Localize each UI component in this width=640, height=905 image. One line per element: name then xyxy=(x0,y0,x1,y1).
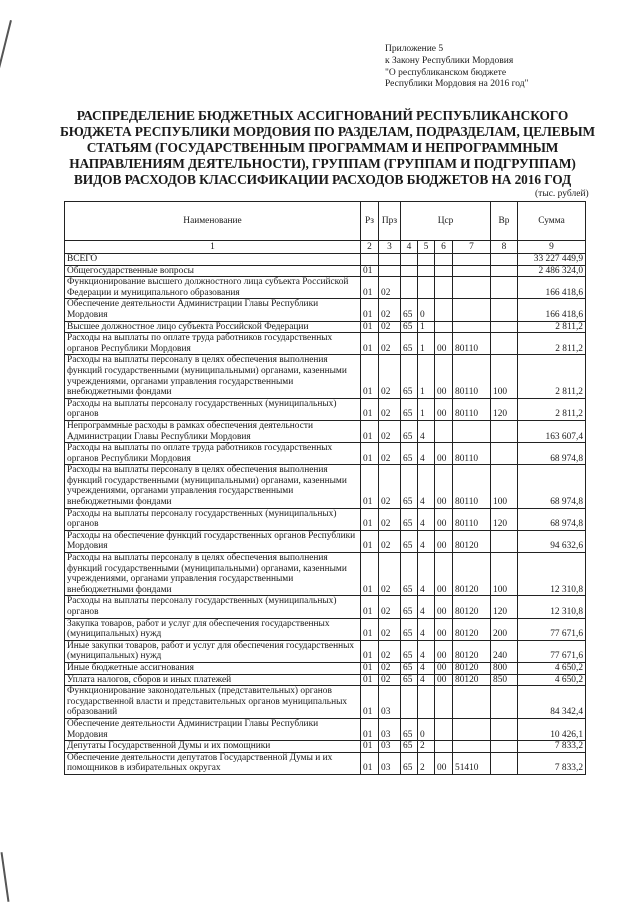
row-csr-program: 65 xyxy=(401,640,418,662)
column-number: 9 xyxy=(518,241,586,254)
row-csr-program xyxy=(401,686,418,719)
header-prz: Прз xyxy=(379,202,401,241)
row-csr-subprogram: 0 xyxy=(418,718,435,740)
row-vr: 850 xyxy=(491,674,518,686)
row-vr: 100 xyxy=(491,553,518,596)
row-name: Уплата налогов, сборов и иных платежей xyxy=(65,674,361,686)
column-number: 3 xyxy=(379,241,401,254)
row-rz: 01 xyxy=(361,508,379,530)
row-rz: 01 xyxy=(361,465,379,508)
row-csr-main xyxy=(435,741,453,753)
row-rz: 01 xyxy=(361,530,379,552)
row-sum: 77 671,6 xyxy=(518,640,586,662)
row-csr-direction: 80110 xyxy=(453,443,491,465)
table-row xyxy=(65,718,586,740)
row-csr-program: 65 xyxy=(401,299,418,321)
row-prz: 02 xyxy=(379,321,401,333)
table-row xyxy=(65,530,586,552)
row-prz: 02 xyxy=(379,640,401,662)
row-csr-main: 00 xyxy=(435,530,453,552)
row-vr xyxy=(491,299,518,321)
row-csr-program: 65 xyxy=(401,333,418,355)
row-csr-subprogram: 4 xyxy=(418,420,435,442)
column-number-row xyxy=(65,241,586,254)
row-vr xyxy=(491,420,518,442)
row-sum: 7 833,2 xyxy=(518,741,586,753)
row-csr-program: 65 xyxy=(401,443,418,465)
row-vr: 120 xyxy=(491,508,518,530)
row-csr-subprogram: 4 xyxy=(418,640,435,662)
row-vr: 100 xyxy=(491,355,518,398)
row-name: Функционирование высшего должностного лица субъекта Российской Федерации и муниципального образования xyxy=(65,277,361,299)
row-vr: 100 xyxy=(491,465,518,508)
row-csr-program: 65 xyxy=(401,718,418,740)
row-sum: 166 418,6 xyxy=(518,277,586,299)
row-rz: 01 xyxy=(361,299,379,321)
row-csr-direction xyxy=(453,321,491,333)
row-csr-program: 65 xyxy=(401,618,418,640)
scan-edge-mark xyxy=(1,852,10,902)
row-csr-direction: 80120 xyxy=(453,553,491,596)
budget-table xyxy=(64,201,586,775)
row-prz: 02 xyxy=(379,465,401,508)
row-csr-program: 65 xyxy=(401,752,418,774)
row-sum: 33 227 449,9 xyxy=(518,254,586,266)
appendix-note xyxy=(385,44,585,91)
table-row xyxy=(65,596,586,618)
row-prz: 02 xyxy=(379,530,401,552)
row-prz: 02 xyxy=(379,355,401,398)
row-csr-main: 00 xyxy=(435,674,453,686)
row-csr-direction: 80110 xyxy=(453,398,491,420)
row-vr xyxy=(491,686,518,719)
row-csr-main: 00 xyxy=(435,398,453,420)
row-name: Функционирование законодательных (представительных) органов государственной власти и представительных органов муниципальных образований xyxy=(65,686,361,719)
row-csr-direction xyxy=(453,254,491,266)
table-row xyxy=(65,465,586,508)
row-sum: 77 671,6 xyxy=(518,618,586,640)
row-sum: 10 426,1 xyxy=(518,718,586,740)
row-csr-program: 65 xyxy=(401,420,418,442)
row-csr-direction: 80110 xyxy=(453,508,491,530)
table-row xyxy=(65,553,586,596)
units-note: (тыс. рублей) xyxy=(535,189,589,199)
row-csr-program: 65 xyxy=(401,662,418,674)
row-csr-subprogram: 4 xyxy=(418,465,435,508)
row-name: Расходы на выплаты персоналу государственных (муниципальных) органов xyxy=(65,508,361,530)
row-csr-program: 65 xyxy=(401,321,418,333)
row-rz: 01 xyxy=(361,662,379,674)
table-row xyxy=(65,299,586,321)
appendix-line: к Закону Республики Мордовия xyxy=(385,55,514,66)
row-csr-main xyxy=(435,686,453,719)
row-rz: 01 xyxy=(361,553,379,596)
row-csr-subprogram: 2 xyxy=(418,752,435,774)
row-csr-subprogram: 4 xyxy=(418,662,435,674)
row-csr-subprogram: 4 xyxy=(418,553,435,596)
row-csr-program xyxy=(401,254,418,266)
row-prz: 02 xyxy=(379,333,401,355)
table-row xyxy=(65,333,586,355)
appendix-line: Приложение 5 xyxy=(385,44,444,54)
row-csr-main: 00 xyxy=(435,508,453,530)
row-csr-subprogram xyxy=(418,686,435,719)
row-rz xyxy=(361,254,379,266)
column-number: 6 xyxy=(435,241,453,254)
header-rz: Рз xyxy=(361,202,379,241)
row-name: Расходы на выплаты по оплате труда работников государственных органов Республики Мордовия xyxy=(65,333,361,355)
row-name: Расходы на обеспечение функций государственных органов Республики Мордовия xyxy=(65,530,361,552)
row-vr xyxy=(491,530,518,552)
row-name: Расходы на выплаты персоналу государственных (муниципальных) органов xyxy=(65,596,361,618)
row-csr-subprogram: 1 xyxy=(418,398,435,420)
row-csr-main xyxy=(435,265,453,277)
row-vr xyxy=(491,752,518,774)
row-prz: 02 xyxy=(379,398,401,420)
row-sum: 4 650,2 xyxy=(518,662,586,674)
row-rz: 01 xyxy=(361,596,379,618)
table-row xyxy=(65,398,586,420)
row-sum: 94 632,6 xyxy=(518,530,586,552)
row-csr-main: 00 xyxy=(435,465,453,508)
row-csr-direction: 80120 xyxy=(453,662,491,674)
row-prz: 02 xyxy=(379,299,401,321)
row-csr-main: 00 xyxy=(435,553,453,596)
row-rz: 01 xyxy=(361,640,379,662)
row-sum: 2 811,2 xyxy=(518,333,586,355)
row-vr xyxy=(491,254,518,266)
row-name: Непрограммные расходы в рамках обеспечения деятельности Администрации Главы Республики Мордовия xyxy=(65,420,361,442)
row-csr-direction xyxy=(453,718,491,740)
row-name: Расходы на выплаты персоналу в целях обеспечения выполнения функций государственными (муниципальными) органами, казенными учреждениями, органами управления государственными внебюджетными фондами xyxy=(65,465,361,508)
row-csr-direction xyxy=(453,420,491,442)
row-rz: 01 xyxy=(361,265,379,277)
row-prz: 02 xyxy=(379,420,401,442)
row-rz: 01 xyxy=(361,443,379,465)
row-csr-main xyxy=(435,321,453,333)
table-body xyxy=(65,241,586,775)
row-csr-direction: 80120 xyxy=(453,640,491,662)
row-csr-program xyxy=(401,277,418,299)
row-vr xyxy=(491,718,518,740)
row-csr-subprogram: 4 xyxy=(418,596,435,618)
row-vr xyxy=(491,321,518,333)
table-header-row xyxy=(65,202,586,241)
row-rz: 01 xyxy=(361,321,379,333)
row-rz: 01 xyxy=(361,718,379,740)
table-row xyxy=(65,265,586,277)
row-rz: 01 xyxy=(361,618,379,640)
row-csr-main: 00 xyxy=(435,443,453,465)
row-csr-direction: 80120 xyxy=(453,674,491,686)
row-prz: 02 xyxy=(379,662,401,674)
row-sum: 166 418,6 xyxy=(518,299,586,321)
row-csr-program: 65 xyxy=(401,596,418,618)
row-csr-main xyxy=(435,420,453,442)
row-csr-direction xyxy=(453,299,491,321)
row-sum: 2 811,2 xyxy=(518,355,586,398)
row-csr-direction: 80120 xyxy=(453,618,491,640)
row-csr-program: 65 xyxy=(401,398,418,420)
row-csr-subprogram: 1 xyxy=(418,333,435,355)
row-rz: 01 xyxy=(361,420,379,442)
table-row xyxy=(65,321,586,333)
row-csr-subprogram xyxy=(418,265,435,277)
row-csr-main: 00 xyxy=(435,752,453,774)
row-prz: 03 xyxy=(379,686,401,719)
title-line: БЮДЖЕТА РЕСПУБЛИКИ МОРДОВИЯ ПО РАЗДЕЛАМ, ПОДРАЗДЕЛАМ, ЦЕЛЕВЫМ xyxy=(60,123,596,139)
row-vr xyxy=(491,265,518,277)
row-prz: 02 xyxy=(379,553,401,596)
table-row xyxy=(65,662,586,674)
row-rz: 01 xyxy=(361,333,379,355)
row-name: Обеспечение деятельности Администрации Главы Республики Мордовия xyxy=(65,299,361,321)
row-csr-program: 65 xyxy=(401,674,418,686)
row-csr-direction xyxy=(453,686,491,719)
row-csr-subprogram: 1 xyxy=(418,321,435,333)
row-name: Высшее должностное лицо субъекта Российской Федерации xyxy=(65,321,361,333)
row-csr-direction: 80110 xyxy=(453,465,491,508)
column-number: 7 xyxy=(453,241,491,254)
row-csr-subprogram xyxy=(418,277,435,299)
title-line: НАПРАВЛЕНИЯМ ДЕЯТЕЛЬНОСТИ), ГРУППАМ (ГРУППАМ И ПОДГРУППАМ) xyxy=(69,155,576,171)
header-vr: Вр xyxy=(491,202,518,241)
scan-pen-mark xyxy=(0,20,12,69)
table-row xyxy=(65,508,586,530)
table-row xyxy=(65,355,586,398)
table-row xyxy=(65,618,586,640)
row-prz: 03 xyxy=(379,718,401,740)
row-prz: 02 xyxy=(379,277,401,299)
row-csr-main xyxy=(435,277,453,299)
table-row xyxy=(65,277,586,299)
row-vr: 120 xyxy=(491,596,518,618)
row-csr-subprogram: 4 xyxy=(418,443,435,465)
row-name: Общегосударственные вопросы xyxy=(65,265,361,277)
row-vr xyxy=(491,741,518,753)
row-vr xyxy=(491,333,518,355)
row-csr-program: 65 xyxy=(401,530,418,552)
row-sum: 163 607,4 xyxy=(518,420,586,442)
table-row xyxy=(65,443,586,465)
row-prz: 02 xyxy=(379,596,401,618)
column-number: 2 xyxy=(361,241,379,254)
row-csr-main: 00 xyxy=(435,640,453,662)
row-name: Обеспечение деятельности депутатов Государственной Думы и их помощников в избирательных округах xyxy=(65,752,361,774)
row-vr: 800 xyxy=(491,662,518,674)
row-sum: 68 974,8 xyxy=(518,443,586,465)
row-csr-program: 65 xyxy=(401,508,418,530)
row-sum: 68 974,8 xyxy=(518,508,586,530)
row-prz: 03 xyxy=(379,741,401,753)
row-vr: 120 xyxy=(491,398,518,420)
row-prz: 02 xyxy=(379,618,401,640)
row-sum: 7 833,2 xyxy=(518,752,586,774)
row-csr-direction: 80110 xyxy=(453,355,491,398)
row-csr-subprogram: 4 xyxy=(418,674,435,686)
row-csr-direction xyxy=(453,741,491,753)
row-sum: 12 310,8 xyxy=(518,596,586,618)
table-row xyxy=(65,254,586,266)
row-csr-program: 65 xyxy=(401,741,418,753)
row-csr-direction xyxy=(453,265,491,277)
row-vr xyxy=(491,277,518,299)
row-prz xyxy=(379,254,401,266)
column-number: 1 xyxy=(65,241,361,254)
row-csr-subprogram: 0 xyxy=(418,299,435,321)
column-number: 4 xyxy=(401,241,418,254)
row-sum: 68 974,8 xyxy=(518,465,586,508)
row-prz: 02 xyxy=(379,443,401,465)
row-vr: 200 xyxy=(491,618,518,640)
row-sum: 2 811,2 xyxy=(518,398,586,420)
row-csr-main xyxy=(435,718,453,740)
row-csr-subprogram: 1 xyxy=(418,355,435,398)
header-name: Наименование xyxy=(65,202,361,241)
table-row xyxy=(65,420,586,442)
row-name: Закупка товаров, работ и услуг для обеспечения государственных (муниципальных) нужд xyxy=(65,618,361,640)
row-vr: 240 xyxy=(491,640,518,662)
row-name: Депутаты Государственной Думы и их помощники xyxy=(65,741,361,753)
row-vr xyxy=(491,443,518,465)
row-csr-direction: 51410 xyxy=(453,752,491,774)
title-line: ВИДОВ РАСХОДОВ КЛАССИФИКАЦИИ РАСХОДОВ БЮДЖЕТОВ НА 2016 ГОД xyxy=(73,171,572,187)
row-csr-subprogram xyxy=(418,254,435,266)
row-csr-subprogram: 4 xyxy=(418,530,435,552)
table-row xyxy=(65,752,586,774)
row-csr-program xyxy=(401,265,418,277)
row-csr-direction: 80120 xyxy=(453,530,491,552)
row-rz: 01 xyxy=(361,355,379,398)
header-sum: Сумма xyxy=(518,202,586,241)
row-csr-direction: 80120 xyxy=(453,596,491,618)
row-csr-main: 00 xyxy=(435,596,453,618)
row-csr-main xyxy=(435,299,453,321)
row-name: Расходы на выплаты персоналу государственных (муниципальных) органов xyxy=(65,398,361,420)
row-name: Обеспечение деятельности Администрации Главы Республики Мордовия xyxy=(65,718,361,740)
row-csr-subprogram: 4 xyxy=(418,508,435,530)
header-csr: Цср xyxy=(401,202,491,241)
appendix-line: "О республиканском бюджете xyxy=(385,67,507,78)
row-name: Расходы на выплаты персоналу в целях обеспечения выполнения функций государственными (муниципальными) органами, казенными учреждениями, органами управления государственными внебюджетными фондами xyxy=(65,553,361,596)
row-name: Расходы на выплаты по оплате труда работников государственных органов Республики Мордовия xyxy=(65,443,361,465)
row-name: Расходы на выплаты персоналу в целях обеспечения выполнения функций государственными (муниципальными) органами, казенными учреждениями, органами управления государственными внебюджетными фондами xyxy=(65,355,361,398)
appendix-line: Республики Мордовия на 2016 год" xyxy=(385,79,529,90)
row-sum: 12 310,8 xyxy=(518,553,586,596)
row-sum: 2 811,2 xyxy=(518,321,586,333)
row-name: ВСЕГО xyxy=(65,254,361,266)
row-sum: 84 342,4 xyxy=(518,686,586,719)
row-csr-main: 00 xyxy=(435,662,453,674)
document-title xyxy=(60,108,596,188)
table-row xyxy=(65,640,586,662)
row-csr-main xyxy=(435,254,453,266)
row-prz: 02 xyxy=(379,674,401,686)
row-sum: 2 486 324,0 xyxy=(518,265,586,277)
title-line: РАСПРЕДЕЛЕНИЕ БЮДЖЕТНЫХ АССИГНОВАНИЙ РЕСПУБЛИКАНСКОГО xyxy=(76,108,569,123)
row-csr-direction: 80110 xyxy=(453,333,491,355)
row-rz: 01 xyxy=(361,752,379,774)
table-row xyxy=(65,674,586,686)
row-csr-main: 00 xyxy=(435,333,453,355)
title-line: СТАТЬЯМ (ГОСУДАРСТВЕННЫМ ПРОГРАММАМ И НЕПРОГРАММНЫМ xyxy=(86,139,559,155)
row-csr-program: 65 xyxy=(401,553,418,596)
row-name: Иные закупки товаров, работ и услуг для обеспечения государственных (муниципальных) нужд xyxy=(65,640,361,662)
row-csr-direction xyxy=(453,277,491,299)
row-prz: 03 xyxy=(379,752,401,774)
row-csr-subprogram: 2 xyxy=(418,741,435,753)
row-sum: 4 650,2 xyxy=(518,674,586,686)
row-csr-program: 65 xyxy=(401,465,418,508)
row-csr-main: 00 xyxy=(435,355,453,398)
row-rz: 01 xyxy=(361,674,379,686)
row-rz: 01 xyxy=(361,686,379,719)
row-csr-main: 00 xyxy=(435,618,453,640)
row-csr-subprogram: 4 xyxy=(418,618,435,640)
column-number: 5 xyxy=(418,241,435,254)
table-row xyxy=(65,686,586,719)
row-rz: 01 xyxy=(361,741,379,753)
row-csr-program: 65 xyxy=(401,355,418,398)
row-prz: 02 xyxy=(379,508,401,530)
row-prz xyxy=(379,265,401,277)
row-name: Иные бюджетные ассигнования xyxy=(65,662,361,674)
row-rz: 01 xyxy=(361,398,379,420)
row-rz: 01 xyxy=(361,277,379,299)
table-row xyxy=(65,741,586,753)
column-number: 8 xyxy=(491,241,518,254)
